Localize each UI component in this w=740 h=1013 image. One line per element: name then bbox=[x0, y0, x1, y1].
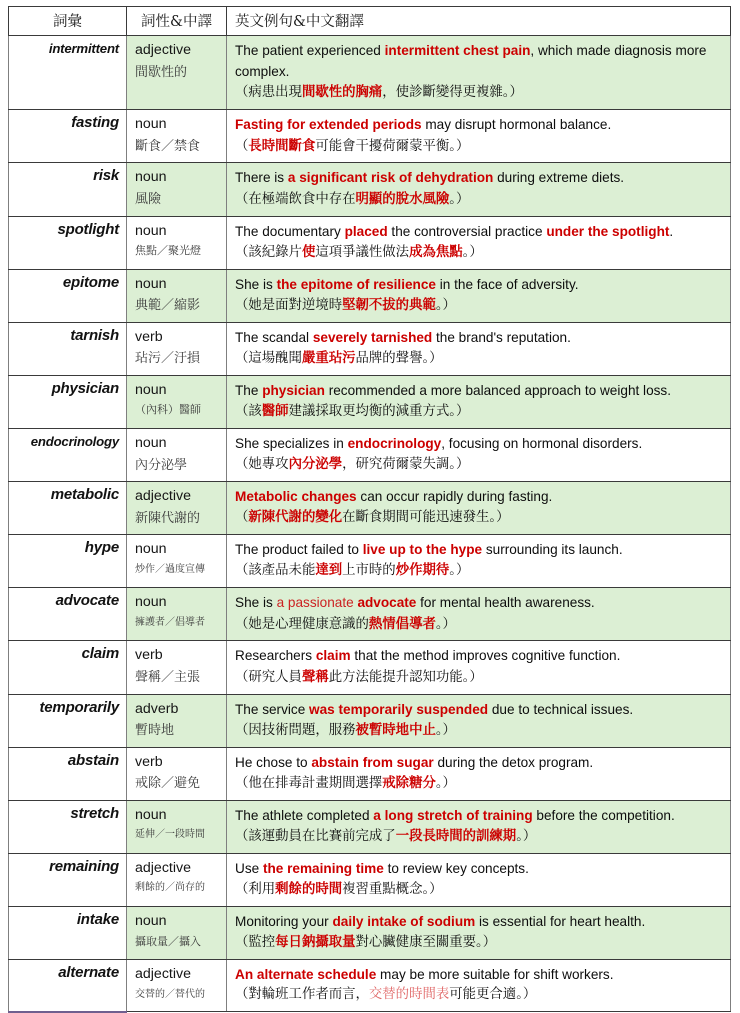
vocab-word-abstain bbox=[9, 747, 127, 800]
vocab-word-stretch bbox=[9, 800, 127, 853]
vocab-word-metabolic bbox=[9, 482, 127, 535]
part-of-speech-cell bbox=[127, 36, 227, 110]
pos-text: verb bbox=[135, 753, 163, 770]
en-plain: for mental health awareness. bbox=[416, 595, 595, 611]
example-sentence-cell bbox=[227, 36, 731, 110]
word-text: intermittent bbox=[48, 41, 119, 56]
table-row bbox=[9, 535, 731, 588]
table-row bbox=[9, 906, 731, 959]
pos-text: adjective bbox=[135, 966, 191, 983]
example-sentence-cell bbox=[227, 110, 731, 163]
table-row bbox=[9, 269, 731, 322]
chinese-translation bbox=[235, 560, 724, 582]
english-sentence bbox=[235, 433, 724, 454]
chinese-translation bbox=[235, 295, 724, 317]
en-plain: The bbox=[235, 382, 263, 398]
en-plain: The patient experienced bbox=[235, 43, 385, 58]
en-plain: may disrupt hormonal balance. bbox=[421, 117, 612, 133]
pos-chinese-text: 暫時地 bbox=[135, 723, 175, 739]
pos-chinese-text: 聲稱／主張 bbox=[135, 669, 201, 685]
en-plain: She specializes in bbox=[235, 435, 348, 451]
pos-chinese-text: 新陳代謝的 bbox=[135, 510, 201, 526]
word-text: risk bbox=[93, 167, 119, 185]
english-sentence bbox=[235, 380, 724, 401]
pos-text: noun bbox=[135, 806, 167, 823]
english-sentence bbox=[235, 167, 724, 188]
vocab-word-epitome bbox=[9, 269, 127, 322]
en-plain: during extreme diets. bbox=[493, 170, 625, 186]
en-keyword: abstain from sugar bbox=[311, 754, 434, 770]
chinese-translation bbox=[235, 667, 724, 689]
table-row bbox=[9, 747, 731, 800]
zh-plain: 可能更合適。） bbox=[449, 987, 537, 1003]
english-sentence bbox=[235, 592, 724, 613]
en-plain: Use bbox=[235, 860, 263, 876]
part-of-speech-cell bbox=[127, 535, 227, 588]
example-sentence-cell bbox=[227, 747, 731, 800]
word-text: spotlight bbox=[57, 220, 119, 238]
english-sentence bbox=[235, 40, 724, 82]
en-keyword: the epitome of resilience bbox=[276, 276, 436, 292]
example-sentence-cell bbox=[227, 535, 731, 588]
word-text: tarnish bbox=[70, 326, 119, 344]
en-plain: due to technical issues. bbox=[488, 701, 634, 717]
zh-plain: 可能會干擾荷爾蒙平衡。） bbox=[315, 138, 470, 154]
en-plain: that the method improves cognitive function. bbox=[350, 648, 621, 664]
vocab-word-physician bbox=[9, 375, 127, 428]
en-keyword: a long stretch of training bbox=[373, 807, 533, 823]
vocab-word-risk bbox=[9, 163, 127, 216]
chinese-translation bbox=[235, 242, 724, 264]
zh-plain: 。） bbox=[516, 828, 537, 844]
vocab-word-alternate bbox=[9, 960, 127, 1012]
pos-chinese-text: 擁護者／倡導者 bbox=[135, 616, 205, 628]
zh-plain: 。） bbox=[462, 244, 483, 260]
en-plain: She is bbox=[235, 276, 277, 292]
vocab-word-fasting bbox=[9, 110, 127, 163]
pos-chinese-text: 剩餘的／尚存的 bbox=[135, 882, 205, 894]
zh-plain: 上市時的 bbox=[342, 563, 396, 579]
pos-text: adverb bbox=[135, 700, 179, 717]
vocab-word-remaining bbox=[9, 853, 127, 906]
part-of-speech-cell bbox=[127, 269, 227, 322]
zh-keyword-light: 交替的時間表 bbox=[368, 987, 450, 1003]
pos-text: noun bbox=[135, 222, 167, 239]
zh-plain: （該紀錄片 bbox=[235, 244, 302, 260]
english-sentence bbox=[235, 327, 724, 348]
en-plain: during the detox program. bbox=[433, 754, 594, 770]
zh-keyword: 熱情倡導者 bbox=[368, 615, 436, 632]
pos-text: noun bbox=[135, 594, 167, 611]
zh-plain: （利用 bbox=[235, 882, 276, 898]
pos-text: noun bbox=[135, 912, 167, 929]
english-sentence bbox=[235, 752, 724, 773]
pos-chinese-text: （內科）醫師 bbox=[135, 403, 201, 417]
table-row bbox=[9, 375, 731, 428]
zh-keyword: 堅韌不拔的典範 bbox=[342, 296, 436, 313]
en-plain: He chose to bbox=[235, 754, 312, 770]
table-row bbox=[9, 588, 731, 641]
chinese-translation bbox=[235, 348, 724, 370]
en-plain: . bbox=[669, 223, 674, 239]
zh-plain: 這項爭議性做法 bbox=[315, 244, 410, 260]
word-text: claim bbox=[81, 645, 119, 663]
zh-plain: （該 bbox=[235, 404, 262, 420]
en-plain: The scandal bbox=[235, 329, 313, 345]
part-of-speech-cell bbox=[127, 960, 227, 1012]
table-row bbox=[9, 163, 731, 216]
zh-plain: （ bbox=[235, 138, 249, 154]
zh-plain: （她專攻 bbox=[235, 457, 289, 473]
en-plain: the controversial practice bbox=[387, 223, 547, 239]
example-sentence-cell bbox=[227, 853, 731, 906]
pos-text: noun bbox=[135, 275, 167, 292]
example-sentence-cell bbox=[227, 960, 731, 1012]
table-row bbox=[9, 641, 731, 694]
part-of-speech-cell bbox=[127, 375, 227, 428]
chinese-translation bbox=[235, 985, 724, 1006]
part-of-speech-cell bbox=[127, 906, 227, 959]
zh-keyword: 炒作期待 bbox=[395, 562, 450, 579]
word-text: advocate bbox=[55, 592, 119, 610]
zh-keyword: 明顯的脫水風險 bbox=[355, 190, 450, 207]
en-keyword: endocrinology bbox=[347, 435, 442, 451]
column-header-sentence: 英文例句&中文翻譯 bbox=[227, 7, 731, 36]
zh-plain: 建議採取更均衡的減重方式。） bbox=[288, 404, 470, 420]
word-text: hype bbox=[84, 539, 119, 557]
en-keyword: Fasting for extended periods bbox=[235, 117, 422, 133]
zh-keyword: 醫師 bbox=[261, 403, 289, 420]
zh-keyword: 一段長時間的訓練期 bbox=[395, 827, 517, 844]
en-keyword: a significant risk of dehydration bbox=[287, 170, 494, 186]
word-text: metabolic bbox=[50, 486, 119, 504]
pos-chinese-text: 交替的／替代的 bbox=[135, 988, 205, 1000]
zh-plain: 。） bbox=[435, 297, 456, 313]
en-plain: The product failed to bbox=[235, 542, 363, 558]
example-sentence-cell bbox=[227, 694, 731, 747]
en-plain: recommended a more balanced approach to weight loss. bbox=[324, 382, 672, 398]
vocab-word-advocate bbox=[9, 588, 127, 641]
part-of-speech-cell bbox=[127, 482, 227, 535]
english-sentence bbox=[235, 858, 724, 879]
chinese-translation bbox=[235, 136, 724, 158]
zh-keyword: 內分泌學 bbox=[288, 456, 343, 473]
word-text: fasting bbox=[71, 114, 119, 132]
pos-text: noun bbox=[135, 381, 167, 398]
english-sentence bbox=[235, 645, 724, 666]
en-keyword: severely tarnished bbox=[312, 329, 433, 345]
table-row bbox=[9, 322, 731, 375]
pos-text: adjective bbox=[135, 859, 191, 876]
example-sentence-cell bbox=[227, 375, 731, 428]
part-of-speech-cell bbox=[127, 747, 227, 800]
example-sentence-cell bbox=[227, 163, 731, 216]
zh-keyword: 剩餘的時間 bbox=[275, 881, 343, 898]
pos-text: verb bbox=[135, 328, 163, 345]
en-plain: The athlete completed bbox=[235, 807, 374, 823]
en-keyword: daily intake of sodium bbox=[332, 913, 476, 929]
zh-keyword: 長時間斷食 bbox=[248, 137, 316, 154]
chinese-translation bbox=[235, 454, 724, 476]
zh-keyword: 戒除糖分 bbox=[382, 774, 436, 791]
en-keyword: intermittent chest pain bbox=[384, 43, 531, 58]
zh-keyword: 嚴重玷污 bbox=[301, 349, 356, 366]
english-sentence bbox=[235, 274, 724, 295]
en-plain: to review key concepts. bbox=[383, 860, 529, 876]
example-sentence-cell bbox=[227, 800, 731, 853]
table-body bbox=[9, 36, 731, 1012]
english-sentence bbox=[235, 539, 724, 560]
en-plain: The service bbox=[235, 701, 310, 717]
vocab-word-tarnish bbox=[9, 322, 127, 375]
zh-plain: （該運動員在比賽前完成了 bbox=[235, 828, 396, 844]
word-text: temporarily bbox=[39, 698, 119, 716]
zh-keyword: 新陳代謝的變化 bbox=[248, 509, 343, 526]
chinese-translation bbox=[235, 189, 724, 211]
word-text: remaining bbox=[49, 857, 119, 875]
word-text: epitome bbox=[62, 273, 119, 291]
table-row bbox=[9, 110, 731, 163]
pos-text: adjective bbox=[135, 488, 191, 505]
en-plain: The documentary bbox=[235, 223, 345, 239]
zh-keyword: 每日鈉攝取量 bbox=[275, 934, 356, 951]
chinese-translation bbox=[235, 720, 724, 742]
table-row bbox=[9, 800, 731, 853]
en-keyword: under the spotlight bbox=[546, 223, 670, 239]
en-keyword-plain: a passionate bbox=[276, 595, 358, 611]
zh-plain: （這場醜聞 bbox=[235, 350, 302, 366]
pos-text: noun bbox=[135, 169, 167, 186]
pos-chinese-text: 攝取量／攝入 bbox=[135, 934, 201, 948]
pos-chinese-text: 斷食／禁食 bbox=[135, 138, 201, 154]
table-row bbox=[9, 694, 731, 747]
table-row bbox=[9, 36, 731, 110]
part-of-speech-cell bbox=[127, 694, 227, 747]
en-plain: Researchers bbox=[235, 648, 316, 664]
table-row bbox=[9, 482, 731, 535]
zh-plain: 複習重點概念。） bbox=[342, 882, 443, 898]
en-plain: Monitoring your bbox=[235, 913, 333, 929]
pos-chinese-text: 玷污／汙損 bbox=[135, 351, 201, 367]
vocab-word-hype bbox=[9, 535, 127, 588]
zh-plain: （她是心理健康意識的 bbox=[235, 616, 369, 632]
zh-plain: （在極端飲食中存在 bbox=[235, 191, 356, 207]
en-keyword: was temporarily suspended bbox=[309, 701, 489, 717]
zh-plain: （監控 bbox=[235, 935, 276, 951]
chinese-translation bbox=[235, 826, 724, 848]
en-plain: , which made diagnosis more complex. bbox=[235, 43, 707, 80]
example-sentence-cell bbox=[227, 906, 731, 959]
example-sentence-cell bbox=[227, 482, 731, 535]
chinese-translation bbox=[235, 932, 724, 954]
word-text: endocrinology bbox=[30, 433, 119, 449]
pos-chinese-text: 戒除／避免 bbox=[135, 776, 201, 792]
english-sentence bbox=[235, 486, 724, 507]
pos-chinese-text: 內分泌學 bbox=[135, 457, 188, 473]
example-sentence-cell bbox=[227, 641, 731, 694]
pos-text: verb bbox=[135, 647, 163, 664]
part-of-speech-cell bbox=[127, 588, 227, 641]
english-sentence bbox=[235, 964, 724, 985]
table-row bbox=[9, 216, 731, 269]
zh-plain: （研究人員 bbox=[235, 669, 302, 685]
en-keyword: physician bbox=[262, 382, 325, 398]
zh-keyword: 聲稱 bbox=[301, 668, 329, 685]
pos-chinese-text: 焦點／聚光燈 bbox=[135, 244, 201, 258]
vocab-word-intermittent bbox=[9, 36, 127, 110]
word-text: intake bbox=[76, 910, 119, 928]
en-plain: , focusing on hormonal disorders. bbox=[441, 435, 643, 451]
chinese-translation bbox=[235, 82, 724, 104]
zh-plain: （他在排毒計畫期間選擇 bbox=[235, 775, 383, 791]
zh-plain: （她是面對逆境時 bbox=[235, 297, 343, 313]
en-plain: the brand's reputation. bbox=[432, 329, 571, 345]
pos-chinese-text: 風險 bbox=[135, 192, 162, 207]
vocab-word-claim bbox=[9, 641, 127, 694]
zh-plain: （對輪班工作者而言， bbox=[235, 987, 369, 1003]
word-text: alternate bbox=[58, 964, 119, 982]
pos-text: noun bbox=[135, 434, 167, 451]
chinese-translation bbox=[235, 507, 724, 529]
part-of-speech-cell bbox=[127, 641, 227, 694]
en-keyword: An alternate schedule bbox=[235, 967, 377, 983]
zh-plain: 。） bbox=[435, 616, 456, 632]
zh-keyword: 間歇性的胸痛 bbox=[301, 84, 383, 101]
zh-keyword: 使 bbox=[301, 243, 316, 260]
english-sentence bbox=[235, 114, 724, 135]
table-row bbox=[9, 428, 731, 481]
chinese-translation bbox=[235, 401, 724, 423]
pos-chinese-text: 典範／縮影 bbox=[135, 298, 201, 314]
zh-plain: （病患出現 bbox=[235, 85, 302, 101]
zh-plain: ，使診斷變得更複雜。） bbox=[382, 85, 523, 101]
vocab-word-endocrinology bbox=[9, 428, 127, 481]
part-of-speech-cell bbox=[127, 322, 227, 375]
zh-plain: ，研究荷爾蒙失調。） bbox=[342, 457, 470, 473]
chinese-translation bbox=[235, 614, 724, 636]
pos-chinese-text: 延伸／一段時間 bbox=[135, 829, 205, 841]
table-row bbox=[9, 853, 731, 906]
chinese-translation bbox=[235, 879, 724, 901]
word-text: stretch bbox=[70, 804, 119, 822]
chinese-translation bbox=[235, 773, 724, 795]
word-text: physician bbox=[51, 379, 119, 397]
zh-plain: （因技術問題，服務 bbox=[235, 722, 356, 738]
column-header-pos: 詞性&中譯 bbox=[127, 7, 227, 36]
en-keyword: advocate bbox=[357, 595, 417, 611]
vocabulary-table bbox=[8, 6, 731, 1013]
example-sentence-cell bbox=[227, 588, 731, 641]
english-sentence bbox=[235, 221, 724, 242]
zh-plain: 在斷食期間可能迅速發生。） bbox=[342, 510, 510, 526]
pos-chinese-text: 炒作／過度宣傳 bbox=[135, 563, 205, 575]
en-plain: may be more suitable for shift workers. bbox=[376, 967, 614, 983]
table-row bbox=[9, 960, 731, 1012]
header-row bbox=[9, 7, 731, 36]
column-header-word: 詞彙 bbox=[9, 7, 127, 36]
zh-plain: 。） bbox=[449, 191, 470, 207]
english-sentence bbox=[235, 911, 724, 932]
part-of-speech-cell bbox=[127, 800, 227, 853]
en-plain: surrounding its launch. bbox=[482, 542, 623, 558]
example-sentence-cell bbox=[227, 269, 731, 322]
zh-keyword: 成為焦點 bbox=[409, 243, 463, 260]
zh-plain: 。） bbox=[435, 722, 456, 738]
en-keyword: the remaining time bbox=[262, 860, 384, 876]
example-sentence-cell bbox=[227, 216, 731, 269]
part-of-speech-cell bbox=[127, 853, 227, 906]
en-keyword: live up to the hype bbox=[362, 542, 483, 558]
english-sentence bbox=[235, 699, 724, 720]
part-of-speech-cell bbox=[127, 163, 227, 216]
zh-plain: 品牌的聲譽。） bbox=[355, 350, 443, 366]
table-header bbox=[9, 7, 731, 36]
en-keyword: placed bbox=[344, 223, 388, 239]
pos-chinese-text: 間歇性的 bbox=[135, 64, 188, 80]
zh-plain: （該產品未能 bbox=[235, 563, 316, 579]
zh-plain: 。） bbox=[449, 563, 470, 579]
en-plain: in the face of adversity. bbox=[435, 276, 579, 292]
pos-text: noun bbox=[135, 541, 167, 558]
en-plain: before the competition. bbox=[532, 807, 675, 823]
en-keyword: claim bbox=[315, 648, 351, 664]
example-sentence-cell bbox=[227, 322, 731, 375]
zh-plain: （ bbox=[235, 510, 249, 526]
part-of-speech-cell bbox=[127, 428, 227, 481]
zh-plain: 對心臟健康至關重要。） bbox=[355, 935, 497, 951]
vocab-word-spotlight bbox=[9, 216, 127, 269]
pos-text: noun bbox=[135, 116, 167, 133]
word-text: abstain bbox=[67, 751, 119, 769]
english-sentence bbox=[235, 805, 724, 826]
zh-plain: 此方法能提升認知功能。） bbox=[328, 669, 483, 685]
example-sentence-cell bbox=[227, 428, 731, 481]
part-of-speech-cell bbox=[127, 216, 227, 269]
en-plain: She is bbox=[235, 595, 277, 611]
en-keyword: Metabolic changes bbox=[235, 489, 357, 505]
zh-keyword: 被暫時地中止 bbox=[355, 721, 436, 738]
zh-plain: 。） bbox=[435, 775, 456, 791]
vocab-word-intake bbox=[9, 906, 127, 959]
en-plain: There is bbox=[235, 170, 288, 186]
vocab-word-temporarily bbox=[9, 694, 127, 747]
en-plain: is essential for heart health. bbox=[475, 913, 646, 929]
en-plain: can occur rapidly during fasting. bbox=[356, 489, 553, 505]
pos-text: adjective bbox=[135, 42, 191, 58]
zh-keyword: 達到 bbox=[315, 562, 343, 579]
part-of-speech-cell bbox=[127, 110, 227, 163]
